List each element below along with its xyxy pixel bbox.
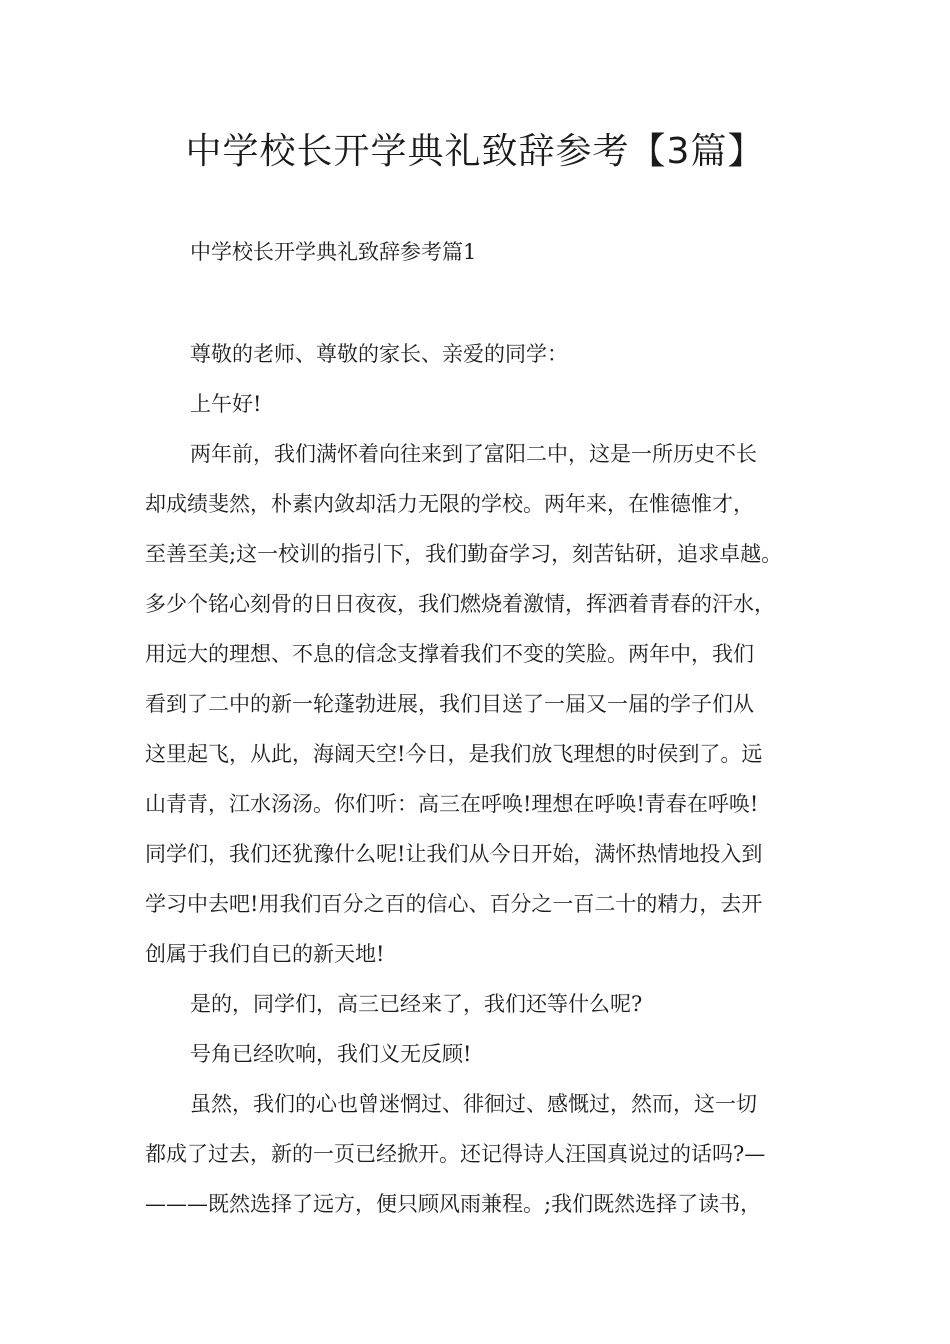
text-line: 至善至美;这一校训的指引下，我们勤奋学习，刻苦钻研，追求卓越。	[145, 542, 783, 566]
paragraph	[145, 1079, 809, 1229]
text-line: 是的，同学们，高三已经来了，我们还等什么呢?	[190, 992, 643, 1016]
section-heading: 中学校长开学典礼致辞参考篇1	[190, 240, 477, 264]
paragraph	[145, 979, 809, 1029]
text-line: 看到了二中的新一轮蓬勃进展，我们目送了一届又一届的学子们从	[145, 692, 754, 716]
paragraph	[145, 429, 809, 979]
text-line: 却成绩斐然，朴素内敛却活力无限的学校。两年来，在惟德惟才，	[145, 492, 754, 516]
text-line: 上午好!	[190, 392, 262, 416]
text-line: 虽然，我们的心也曾迷惘过、徘徊过、感慨过，然而，这一切	[190, 1092, 757, 1116]
paragraph	[145, 329, 809, 379]
text-line: 尊敬的老师、尊敬的家长、亲爱的同学：	[190, 342, 568, 366]
text-line: 用远大的理想、不息的信念支撑着我们不变的笑脸。两年中，我们	[145, 642, 754, 666]
text-line: 多少个铭心刻骨的日日夜夜，我们燃烧着激情，挥洒着青春的汗水，	[145, 592, 775, 616]
text-line: 号角已经吹响，我们义无反顾!	[190, 1042, 472, 1066]
text-line: 山青青，江水汤汤。你们听：高三在呼唤!理想在呼唤!青春在呼唤!	[145, 792, 759, 816]
paragraph	[145, 1029, 809, 1079]
document-body	[145, 329, 809, 1229]
text-line: 学习中去吧!用我们百分之百的信心、百分之一百二十的精力，去开	[145, 892, 763, 916]
text-line: 这里起飞，从此，海阔天空!今日，是我们放飞理想的时侯到了。远	[145, 742, 763, 766]
paragraph	[145, 379, 809, 429]
text-line: 两年前，我们满怀着向往来到了富阳二中，这是一所历史不长	[190, 442, 757, 466]
text-line: 都成了过去，新的一页已经掀开。还记得诗人汪国真说过的话吗?—	[145, 1142, 766, 1166]
text-line: ———既然选择了远方，便只顾风雨兼程。;我们既然选择了读书，	[145, 1192, 762, 1216]
text-line: 同学们，我们还犹豫什么呢!让我们从今日开始，满怀热情地投入到	[145, 842, 763, 866]
text-line: 创属于我们自已的新天地!	[145, 942, 385, 966]
document-title: 中学校长开学典礼致辞参考【3篇】	[185, 131, 765, 172]
